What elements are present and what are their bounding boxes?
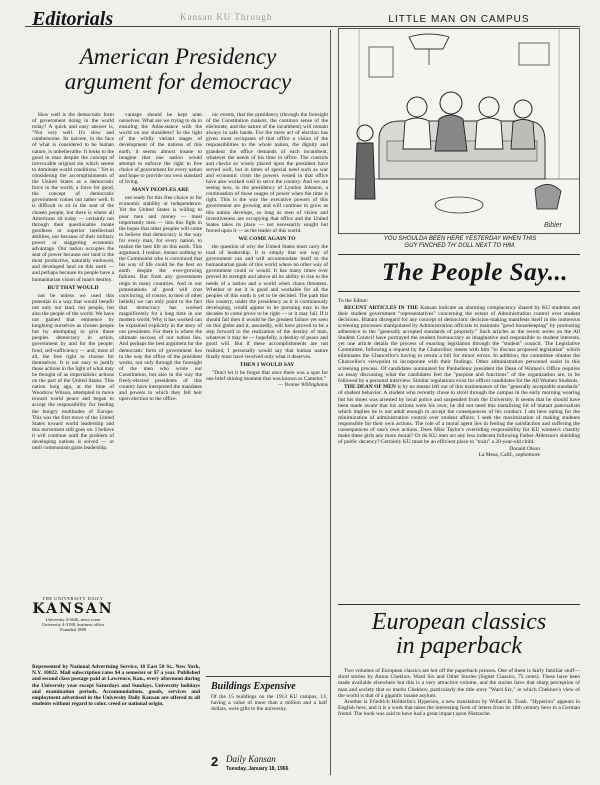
cartoonist-signature: Bibler — [544, 222, 562, 229]
letter-text: is by no means left out of this maintenance of the "generally acceptable standards" of student behavior. A student who recently chose to stroll through the campus in the early morning wearing but his shoes was arrested by local police and suspended from the University. It seems that he should have been made aware that his actions were his own; he did not need this tantalizing bit of blatant paternalism which implies he is not adult enough to accept the consequences of his conduct. I am here opting for the minimization of administration control over student affairs; I seek the maximization of making students responsible for their own actions. The role of a moral agent lies in feeling the satisfaction and suffering the consequences of one's own actions. Does Miss Taylor's overriding responsibility for KU women's chastity make these girls any more moral? Or do KU men act any less indecent following Father Alderson's shielding of public decency? Certainly KU must be an efficient place to "train" a 20-year-old child. — [338, 384, 581, 446]
filler-headline: Buildings Expensive — [211, 681, 296, 692]
filler-text: Of the 15 buildings on the 1913 KU campus, 13, having a value of more than a million and a half dollars, were gifts to the university. — [211, 694, 327, 713]
section-label: Editorials — [32, 8, 114, 30]
masthead — [30, 596, 116, 640]
section-rule — [206, 676, 330, 677]
subhead: WE COME AGAIN TO — [238, 235, 296, 242]
body-paragraph: "Don't let it be forgot that once there was a spot for one brief shining moment that was known as Camelot." — [206, 369, 328, 382]
masthead-fine-print: Represented by National Advertising Service, 18 East 50 St., New York, N.Y. 10022. Mail subscription rates $4 a semester or $7 a year. Published and second class postage paid at Lawrence, Kan., every afternoon during the University year except Saturdays and Sundays, University holidays and examination periods. Accommodations, goods, services and employment advertised in the University Daily Kansan are offered to all students without regard to color, creed or national origin. — [32, 664, 200, 708]
letter-signer-detail: La Mesa, Calif., sophomore — [478, 451, 540, 458]
editorial-headline — [26, 44, 330, 94]
paper-name: Daily Kansan — [226, 754, 276, 764]
ghost-text: Kansan KU Through — [180, 12, 273, 22]
editorial-column-1 — [32, 112, 114, 588]
editorial-signature: — Yvonne Willinghams — [278, 382, 328, 389]
body-paragraph: not be unless we used this potential in a way that would benefit not only our land, our people, but also the people of the world. We have not gained that eminence by knighting ourselves as chosen people but by attempting to give those peoples democracy in action, government by and for the people: food, self-sufficiency — and, most of all, the free right to choose for themselves. It is not easy to justify those actions in the light of what may be thought of as imperialistic actions on the part of the United States. This nation long ago, at the time of Woodrow Wilson, attempted to move toward world peace and began to accept the responsibility for feeding the hungry multitudes of Europe. This was the first move of the United States toward world leadership and this movement still goes on. I believe it will continue until the problem of developing nations is solved — or until communism gains leadership. — [32, 292, 114, 452]
cartoon-caption — [350, 236, 570, 250]
letter-paragraph — [338, 305, 580, 384]
subhead: MANY PEOPLES ARE — [132, 187, 189, 194]
masthead-line: Founded 1889 — [60, 627, 86, 632]
review-headline-line-2: in paperback — [396, 633, 522, 659]
caption-line-2: GUY FINCHED TH' DOLL NEXT TO HIM. — [404, 243, 516, 249]
headline-line-2: argument for democracy — [64, 69, 292, 94]
letter-salutation: To the Editor: — [338, 298, 369, 304]
masthead-line: University 4-3646, news room — [45, 617, 101, 622]
letter-signer-name: Donald Olson — [509, 445, 540, 452]
subhead: BUT THAT WOULD — [47, 284, 99, 291]
cartoon-drawing — [339, 29, 579, 233]
subhead: THEN I WOULD SAY — [239, 361, 295, 368]
headline-line-1: American Presidency — [79, 44, 277, 69]
cartoon-illustration — [338, 28, 580, 234]
masthead-logo: KANSAN — [32, 601, 114, 617]
review-paragraph: Two volumes of European classics are hot off the paperback presses. One of them is fairly familiar stuff—short stories by Anton Chekhov. Ward Six and Other Stories (Signet Classics, 75 cents). These have been made available elsewhere but this is a very attractive volume, and the stories have that sharp perception of man and society that so marks Chekhov, particularly the title story "Ward Six," in which Chekhov's view of the world is that of a gigantic insane asylum. — [338, 668, 580, 699]
body-paragraph: not ready for this free choice or for economic stability or independence. Yet the United States is willing to pour men and money — most importantly men — into this fight in the hopes that other peoples will come to believe that democracy is the way for every man, for every nation, to realize the best life on this earth. This argument, I realize, means nothing to the Communist who is convinced that his way of life could be the best on earth despite the ever-growing failures. But from any government reign in many countries. And in our protestations of good will (not convincing, of course, to men of other beliefs) we can only point to the fact that democracy has worked magnificently for a long time in our modern world. Why it has worked can be explained explicitly in the story of our presidents. For there is where the ultimate success of our nation lies. And perhaps the best argument for the democratic form of government lies in the way the office of the president works, not only through the foresight of the men who wrote our Constitution, but also in the way the freely-elected presidents of this country have interpreted the mandates and powers to which they fell heir upon election to the office. — [119, 195, 202, 403]
review-headline — [338, 610, 580, 658]
column-divider — [330, 30, 331, 775]
masthead-small: THE UNIVERSITY DAILY — [42, 596, 104, 601]
letter-lead: THE DEAN OF MEN — [344, 384, 396, 391]
editorial-column-3 — [206, 112, 328, 672]
letters-title: The People Say... — [382, 259, 569, 286]
section-rule — [338, 604, 580, 605]
editorial-column-2 — [119, 112, 202, 672]
paper-date: Tuesday, January 18, 1966 — [226, 766, 289, 772]
review-body — [338, 668, 580, 718]
letter-text: Kansan indicate an alarming complacency shared by KU students and their student government "representatives" concerning the extent of Administration control over student decisions. Blatant disregard for any concept of democratic decision-making manifests itself in the numerous screening processes manipulated by Administration officials to maintain "good housekeeping" by promoting adherence to the "generally accepted standards of propriety." Such articles as the recent series on the All Student Council have portrayed the student bureaucracy as imaginative and responsible to student interests, yet one article details the process of enacting legislation through the "student" council. The Legislative Committee, following a request by the Chancellor, meets with him "to discuss proposed legislation" which eliminates the Chancellor's having to return a bill for minor errors. In addition, the committee obtains the Chancellor's viewpoint to incorporate with their findings. Other administration personnel assist in this screening process. Of candidates nominated for Panhellenic president the Dean of Women's Office requires an essay discussing what the candidates feel the "purpose and functions" of the organization are, to be followed by a personal interview. Similar regulations exist for officer candidates for the All Women Students. — [338, 304, 581, 384]
letter-paragraph — [338, 384, 580, 445]
masthead-line: University 4-3188, business office — [42, 622, 104, 627]
letter-to-editor — [338, 298, 580, 458]
page-number: 2 — [211, 754, 219, 769]
letters-banner — [338, 254, 580, 292]
cartoon-title: LITTLE MAN ON CAMPUS — [388, 14, 530, 25]
letter-lead: RECENT ARTICLES IN THE — [344, 304, 419, 311]
review-headline-line-1: European classics — [371, 609, 547, 635]
body-paragraph: the question of why the United States must carry the load of leadership. It is simply that our way of government can and will accommodate itself to the humanitarian goals of this world where no other way of government could or would. It has many times over proved its strength and above all its ability to rise to the needs of a nation and a world when chaos threatens. Whether or not it is good and workable for all the peoples of this earth is yet to be decided. The path that this country, under the presidency as it is continuously developing, would appear to be pursuing may in the decades to come prove to be right — or it may fail. If it should fail then it would be the greatest failure yet seen on this globe and it, assuredly, will have proved to be a step forward to the realization of the destiny of man, whatever it may be — hopefully, a destiny of peace and good will. But if these accomplishments are not realized, I personally would say that human nature finally must have received only what it deserves. — [206, 243, 328, 360]
body-paragraph: vantage should be kept unto ourselves. What are we trying to do in ensuring the Atlas-stance with the world on our shoulders? In the light of the wildly variant stages of development of the nations of this earth, it seems almost insane to imagine that one nation would attempt to enforce the right to free choice of government for every nation and hope to provide our own standard of living. — [119, 112, 202, 186]
caption-line-1: YOU SHOULDA BEEN HERE YESTERDAY WHEN THIS — [383, 236, 537, 242]
body-paragraph: nic events, that the presidency (through the foresight of the Constitution makers, the common sense of the electorate, and the nature of the incumbent) will remain always in safe hands. For the mere act of election has given most occupants of that office a vision of the responsibilities to the whole nation, the dignity and grandeur the office demands of each incumbent, whatever the needs of his time in office. The controls and checks so wisely placed upon the president have served well, but in times of special need such as war and economic crisis the powers vested in that office have also worked well to serve the country. And we are seeing now, in the presidency of Lyndon Johnson, a continuation of those usages of power when the time is right. This is the way the executive powers of this government are growing and will continue to grow as this nation develops, so long as men of vision and inventiveness are occupying that office and the United States takes its place — not necessarily sought but forced upon it — as the leader of this world. — [206, 112, 328, 234]
body-paragraph: How well is the democratic form of government doing in the world today? A quick and easy answer is, "Not very well. It's slow and cumbersome. Its naivete, in the face of what is considered to be human nature, is unbelievable. It looks to the good in man despite the concept of irrevocable original sin which seems to dominate world conditions." Yet in considering the accomplishments of the United States as a democratic force in the world, a force for good, the concept of democratic government comes out rather well. It is difficult to sit in the seat of the chosen people, but there is where all Americans sit today — certainly not through their questionable innate goodness or superior intellectual abilities, nor because of their military power or staggering economic advantage. Our nation occupies the seat of power because our land is the most productive, naturally endowed, and developed land on this earth — and perhaps because its people have a humanitarian vision of man's destiny. — [32, 112, 114, 283]
review-paragraph: Another is Friedrich Holderlin's Hyperion, a new translation by Willard R. Trask. "Hyperion" appears in English here, and it is a work that takes the interesting form of letters from its 18th century hero to a German friend. The book was said to have had a great impact upon Nietzsche. — [338, 699, 580, 718]
